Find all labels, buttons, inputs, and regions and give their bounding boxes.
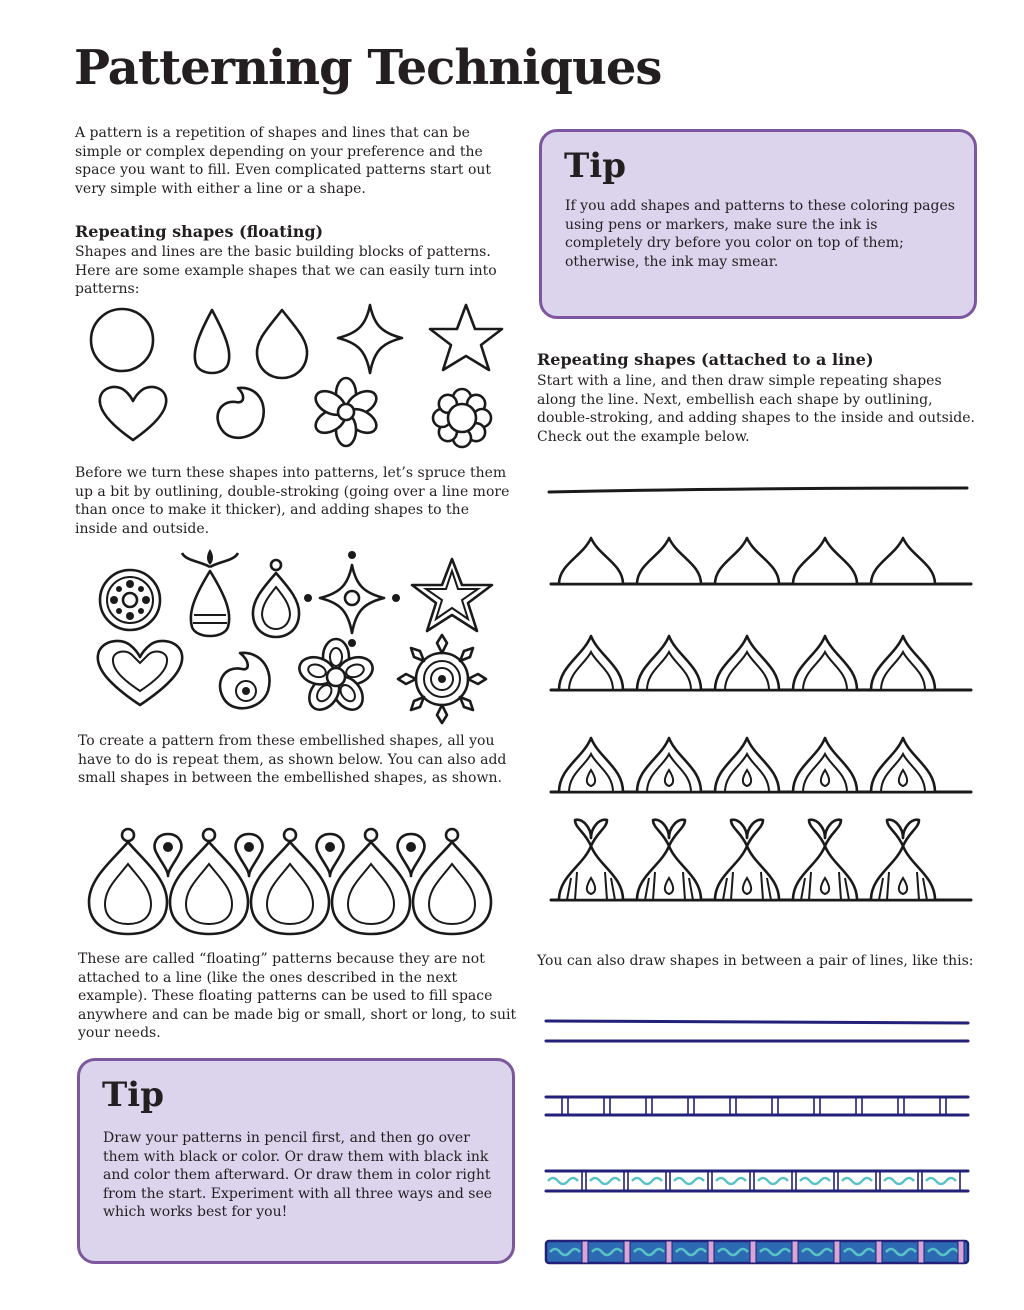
small-drop-1 <box>155 834 182 876</box>
tip-title-bottom: Tip <box>102 1075 164 1115</box>
floating-text-3: To create a pattern from these embellished shapes, all you have to do is repeat them, as shown below. You can also add small shapes in between the embellished shapes, as shown. <box>78 733 507 786</box>
flower-shape <box>312 378 381 446</box>
star-shape <box>430 305 502 370</box>
circle-shape <box>91 309 153 371</box>
attached-text-2: You can also draw shapes in between a pair of lines, like this: <box>537 953 974 969</box>
embellished-heart <box>98 641 182 705</box>
paisley-shape <box>218 388 264 438</box>
heart-shape <box>100 387 166 440</box>
paired-lines-step-1 <box>546 1021 968 1041</box>
pattern-step-1-line <box>549 488 967 492</box>
teardrop-shape <box>195 310 229 373</box>
pattern-step-5-embellished <box>551 820 971 900</box>
tip-text-bottom: Draw your patterns in pencil first, and then go over them with black or color. Or draw them with black ink and color them afterward. Or draw them in color right from the start. Experiment with all three ways and see which works best for you! <box>103 1130 493 1220</box>
floating-text-2: Before we turn these shapes into patterns, let’s spruce them up a bit by outlining, double-stroking (going over a line more than once to make it thicker), and adding shapes to the inside and outside. <box>75 465 510 537</box>
floating-text-1: Shapes and lines are the basic building blocks of patterns. Here are some example shapes that we can easily turn into patterns: <box>75 244 497 297</box>
tip-box-bottom <box>77 1058 515 1264</box>
attached-line-pattern-illustration <box>545 480 975 910</box>
pattern-step-2-domes <box>551 538 971 584</box>
floating-pattern-illustration <box>85 820 525 940</box>
embellished-shapes-illustration <box>90 545 510 725</box>
paired-line-pattern-illustration <box>542 1015 972 1270</box>
paired-lines-step-2 <box>546 1097 968 1115</box>
tip-title-top: Tip <box>564 146 626 186</box>
intro-paragraph: A pattern is a repetition of shapes and lines that can be simple or complex depending on your preference and the space you want to fill. Even complicated patterns start out very simple with either a line or a shape. <box>75 125 492 197</box>
floating-heading: Repeating shapes (floating) <box>75 222 324 241</box>
pattern-step-4-inner-drops <box>551 738 971 792</box>
embellished-circle <box>100 570 160 630</box>
tip-text-top: If you add shapes and patterns to these coloring pages using pens or markers, make sure the ink is completely dry before you color on top of them; otherwise, the ink may smear. <box>565 198 955 270</box>
daisy-shape <box>433 389 491 447</box>
page-title: Patterning Techniques <box>74 40 662 96</box>
attached-heading: Repeating shapes (attached to a line) <box>537 350 874 369</box>
paired-lines-step-3 <box>546 1171 968 1191</box>
pattern-step-3-outlined-domes <box>551 636 971 690</box>
embellished-diamond-star <box>304 551 400 647</box>
small-drop-3 <box>317 834 344 876</box>
embellished-star <box>412 559 492 631</box>
embellished-teardrop <box>182 549 238 636</box>
floating-text-4: These are called “floating” patterns because they are not attached to a line (like the ones described in the next example). These floating patterns can be used to fill space anywhere and can be made big or small, short or long, to suit your needs. <box>78 951 517 1041</box>
tip-box-top <box>539 129 977 319</box>
small-drop-4 <box>398 834 425 876</box>
embellished-flower <box>296 639 376 715</box>
drop-shape <box>257 310 307 378</box>
small-drop-2 <box>236 834 263 876</box>
basic-shapes-illustration <box>80 300 510 450</box>
embellished-sunflower <box>398 635 486 723</box>
diamond-star-shape <box>338 305 402 373</box>
embellished-paisley <box>220 653 270 708</box>
attached-text-1: Start with a line, and then draw simple repeating shapes along the line. Next, embellish each shape by outlining, double-stroking, and adding shapes to the inside and outside. Check out the example below. <box>537 373 975 445</box>
paired-lines-step-4 <box>546 1241 968 1263</box>
embellished-drop <box>253 560 299 637</box>
